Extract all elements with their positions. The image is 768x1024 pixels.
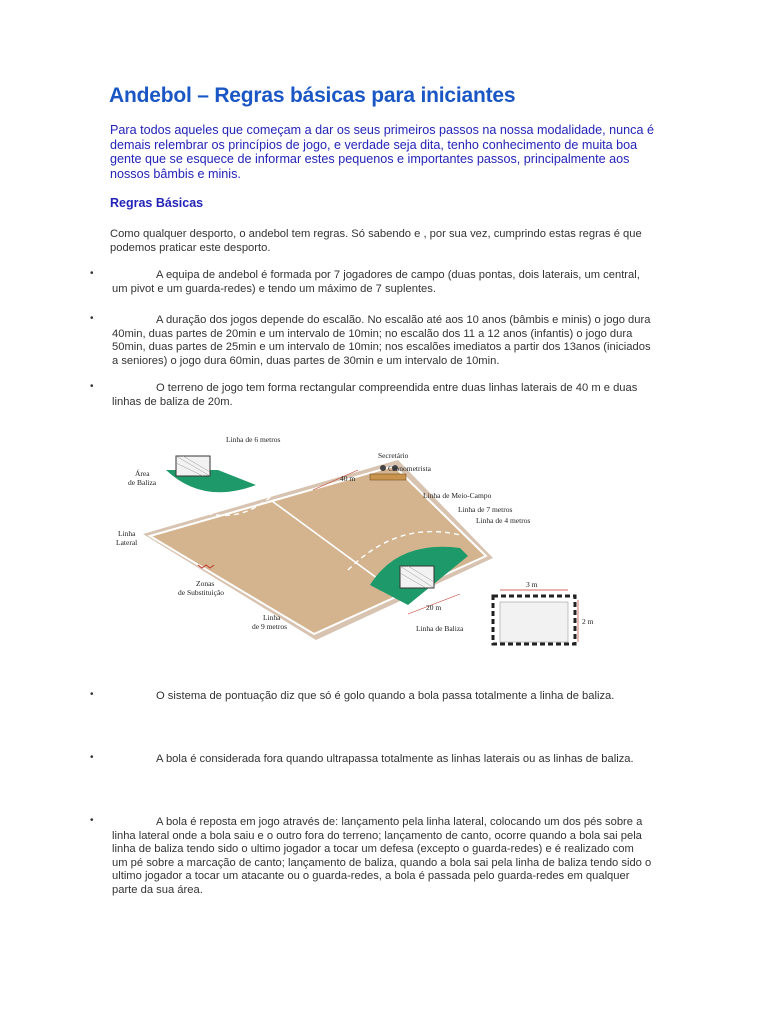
section-heading: Regras Básicas xyxy=(110,196,204,210)
label-4m-line: Linha de 4 metros xyxy=(476,516,531,525)
label-6m-line: Linha de 6 metros xyxy=(226,435,281,444)
officials-table xyxy=(370,474,406,480)
goal-net-detail xyxy=(500,602,568,642)
list-item: O terreno de jogo tem forma rectangular compreendida entre duas linhas laterais de 40 m e duas linhas de baliza de 20m. xyxy=(112,382,638,408)
label-goal-area-2: de Baliza xyxy=(128,478,157,487)
label-side-line-2: Lateral xyxy=(116,538,138,547)
bullet-marker: • xyxy=(90,268,94,279)
list-item: A equipa de andebol é formada por 7 jogadores de campo (duas pontas, dois laterais, um central, um pivot e um guarda-redes) e tendo um máximo de 7 suplentes. xyxy=(112,269,640,295)
label-7m-line: Linha de 7 metros xyxy=(458,505,513,514)
bullet-marker: • xyxy=(90,313,94,324)
label-9m-line-2: de 9 metros xyxy=(252,622,287,631)
list-item: O sistema de pontuação diz que só é golo quando a bola passa totalmente a linha de baliza. xyxy=(156,690,615,702)
bullet-marker: • xyxy=(90,815,94,826)
label-goal-width: 3 m xyxy=(526,580,538,589)
label-timekeeper: Cronometrista xyxy=(388,464,431,473)
bullet-marker: • xyxy=(90,381,94,392)
label-20m: 20 m xyxy=(426,603,442,612)
secretary-figure xyxy=(380,465,386,471)
label-9m-line: Linha xyxy=(263,613,281,622)
rules-intro-paragraph: Como qualquer desporto, o andebol tem regras. Só sabendo e , por sua vez, cumprindo estas regras é que podemos praticar este desporto. xyxy=(110,228,642,254)
label-secretary: Secretário xyxy=(378,451,409,460)
label-goal-line: Linha de Baliza xyxy=(416,624,464,633)
list-item: A bola é considerada fora quando ultrapassa totalmente as linhas laterais ou as linhas de baliza. xyxy=(156,753,634,765)
label-goal-height: 2 m xyxy=(582,617,594,626)
label-40m: 40 m xyxy=(340,474,356,483)
list-item: A bola é reposta em jogo através de: lançamento pela linha lateral, colocando um dos pés sobre a linha lateral onde a bola saiu e o outro fora do terreno; lançamento de canto, ocorre quando a bola sai pela linha de baliza tendo sido o ultimo jogador a tocar um defesa (excepto o guarda-redes) e é realizado com um pé sobre a marcação de canto; lançamento de baliza, quando a bola sai pela linha de baliza tendo sido o ultimo jogador a tocar um atacante ou o guarda-redes, a bola é passada pelo guarda-redes em qualquer parte da sua área. xyxy=(112,816,652,896)
label-side-line: Linha xyxy=(118,529,136,538)
page-title: Andebol – Regras básicas para iniciantes xyxy=(109,84,516,107)
label-center-line: Linha de Meio-Campo xyxy=(423,491,492,500)
intro-paragraph: Para todos aqueles que começam a dar os seus primeiros passos na nossa modalidade, nunca é demais relembrar os princípios de jogo, e verdade seja dita, tenho conhecimento de muita boa gente que se esquece de informar estes pequenos e importantes passos, principalmente aos nossos bâmbis e minis. xyxy=(110,123,654,181)
label-goal-area: Área xyxy=(135,469,150,478)
label-substitution-zones-2: de Substituição xyxy=(178,588,225,597)
handball-court-diagram xyxy=(108,430,608,660)
label-substitution-zones: Zonas xyxy=(196,579,215,588)
bullet-marker: • xyxy=(90,752,94,763)
bullet-marker: • xyxy=(90,689,94,700)
list-item: A duração dos jogos depende do escalão. No escalão até aos 10 anos (bâmbis e minis) o jogo dura 40min, duas partes de 20min e um intervalo de 10min; no escalão dos 11 a 12 anos (infantis) o jogo dura 50min, duas partes de 25min e um intervalo de 10min; nos escalões imediatos a partir dos 13anos (iniciados a seniores) o jogo dura 60min, duas partes de 30min e um intervalo de 10min. xyxy=(112,314,651,367)
